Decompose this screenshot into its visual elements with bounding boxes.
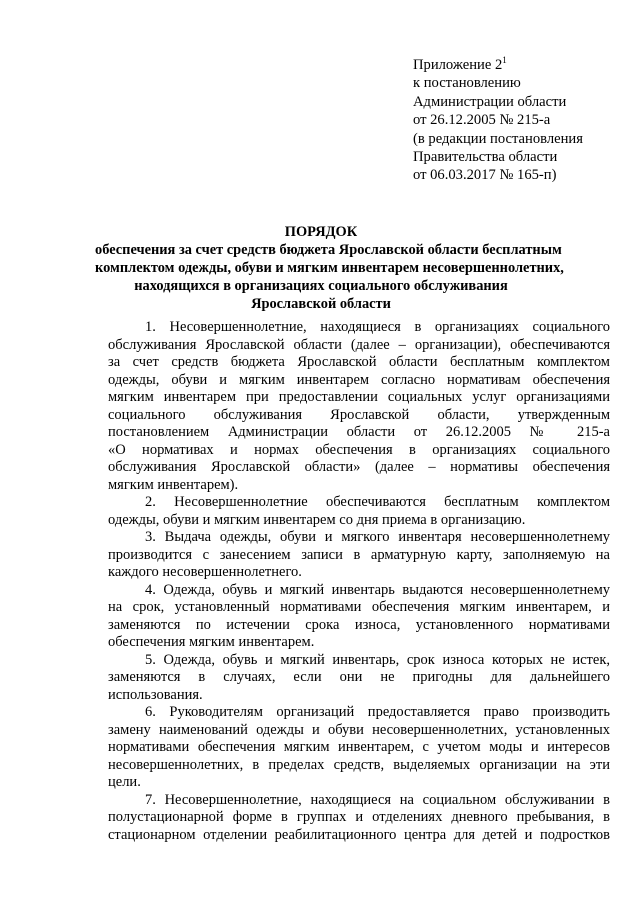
title-subline-3: находящихся в организациях социального обслуживания: [134, 278, 508, 294]
paragraph-line: 2. Несовершеннолетние обеспечиваются бесплатным комплектом: [145, 494, 610, 510]
paragraph-line: производится с занесением записи в арматурную карту, заполняемую на: [108, 546, 610, 563]
paragraph-line: обеспечения мягким инвентарем.: [108, 634, 315, 650]
annex-title: Приложение 2: [413, 57, 503, 73]
document-body: [108, 319, 610, 844]
paragraph-7: [108, 792, 610, 845]
paragraph-line: замену наименований одежды и обуви несовершеннолетних, установленных: [108, 721, 610, 738]
paragraph-line: 6. Руководителям организаций предоставляется право производить: [145, 704, 610, 720]
paragraph-3: [108, 529, 610, 582]
paragraph-line: социального обслуживания Ярославской области, утвержденным: [108, 406, 610, 423]
paragraph-line: на срок, установленный нормативами обеспечения мягким инвентарем, и: [108, 599, 610, 615]
paragraph-1: [108, 319, 610, 494]
annex-line-4: от 26.12.2005 № 215-а: [413, 112, 551, 129]
title-subline-2: комплектом одежды, обуви и мягким инвентарем несовершеннолетних,: [95, 260, 564, 276]
paragraph-line: одежды, обуви и мягким инвентарем согласно нормативам обеспечения: [108, 371, 610, 388]
paragraph-line: использования.: [108, 686, 203, 703]
annex-line-1: [413, 56, 628, 74]
paragraph-line: 3. Выдача одежды, обуви и мягкого инвентаря несовершеннолетнему: [145, 529, 610, 545]
annex-line-2: к постановлению: [413, 75, 521, 92]
document-title: [95, 223, 564, 313]
paragraph-4: [108, 582, 610, 652]
paragraph-line: «О нормативах и нормах обеспечения в организациях социального: [108, 441, 610, 458]
paragraph-5: [108, 652, 610, 705]
paragraph-line: нормативами обеспечения мягким инвентарем, с учетом моды и интересов: [108, 739, 610, 755]
annex-line-5: (в редакции постановления: [413, 130, 583, 147]
paragraph-line: 7. Несовершеннолетние, находящиеся на социальном обслуживании в: [145, 791, 610, 808]
paragraph-6: [108, 704, 610, 792]
annex-header: [413, 56, 628, 185]
paragraph-line: полустационарной форме в группах и отделениях дневного пребывания, в: [108, 809, 610, 825]
paragraph-line: обслуживания Ярославской области (далее – организации), обеспечиваются: [108, 336, 610, 353]
paragraph-line: мягким инвентарем).: [108, 476, 239, 493]
paragraph-line: цели.: [108, 774, 141, 790]
annex-line-3: Администрации области: [413, 93, 567, 110]
title-subline-1: обеспечения за счет средств бюджета Ярославской области бесплатным: [95, 242, 562, 258]
paragraph-line: 4. Одежда, обувь и мягкий инвентарь выдаются несовершеннолетнему: [145, 581, 610, 598]
annex-superscript: 1: [502, 55, 507, 66]
paragraph-line: каждого несовершеннолетнего.: [108, 564, 302, 580]
title-main: ПОРЯДОК: [284, 224, 358, 240]
paragraph-line: несовершеннолетних, в пределах средств, выделяемых организации на эти: [108, 756, 610, 773]
paragraph-line: заменяются в случаях, если они не пригодны для дальнейшего: [108, 669, 610, 685]
paragraph-line: за счет средств бюджета Ярославской области бесплатным комплектом: [108, 354, 610, 370]
paragraph-line: мягким инвентарем при предоставлении социальных услуг организациями: [108, 389, 610, 405]
annex-line-7: от 06.03.2017 № 165-п): [413, 167, 557, 184]
paragraph-line: 1. Несовершеннолетние, находящиеся в организациях социального: [145, 319, 610, 335]
paragraph-line: 5. Одежда, обувь и мягкий инвентарь, срок износа которых не истек,: [145, 651, 610, 668]
paragraph-line: заменяются по истечении срока износа, установленного нормативами: [108, 616, 610, 633]
paragraph-line: стационарном отделении реабилитационного центра для детей и подростков: [108, 826, 610, 843]
paragraph-line: одежды, обуви и мягким инвентарем со дня приема в организацию.: [108, 511, 526, 528]
paragraph-line: постановлением Администрации области от 26.12.2005 № 215-а: [108, 424, 610, 440]
paragraph-line: обслуживания Ярославской области» (далее – нормативы обеспечения: [108, 459, 610, 475]
paragraph-2: [108, 494, 610, 529]
annex-line-6: Правительства области: [413, 149, 558, 166]
title-subline-4: Ярославской области: [251, 296, 391, 312]
